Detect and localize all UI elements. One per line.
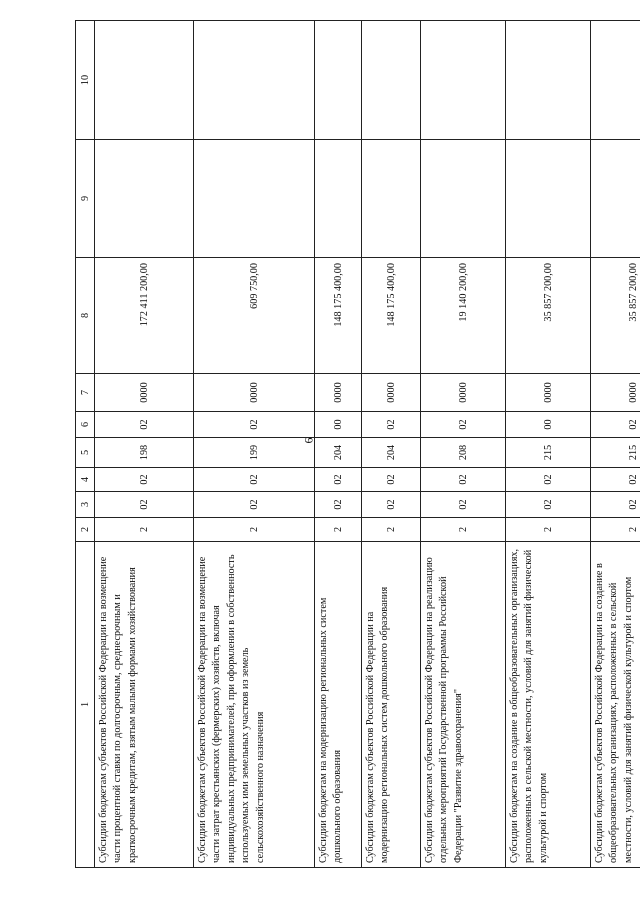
table-row [315,21,362,868]
row-name: Субсидии бюджетам субъектов Российской Федерации на создание в общеобразовательных организациях, расположенных в сельской местности, условий для занятий физической культурой и спортом [591,542,640,868]
cell-col-7: 0000 [506,374,591,412]
cell-amount: 35 857 200,00 [591,258,640,374]
cell-col-4: 02 [95,468,194,492]
cell-col-4: 02 [315,468,362,492]
cell-amount: 19 140 200,00 [421,258,506,374]
cell-col-3: 02 [421,492,506,518]
cell-col-3: 02 [591,492,640,518]
cell-col-2: 2 [506,518,591,542]
cell-col-9 [362,140,421,258]
cell-col-3: 02 [315,492,362,518]
cell-col-3: 02 [362,492,421,518]
row-name: Субсидии бюджетам субъектов Российской Федерации на реализацию отдельных мероприятий Государственной программы Российской Федерации "Развитие здравоохранения" [421,542,506,868]
header-col-10: 10 [76,21,95,140]
header-col-4: 4 [76,468,95,492]
cell-col-2: 2 [194,518,315,542]
cell-col-10 [315,21,362,140]
cell-col-4: 02 [591,468,640,492]
cell-col-5: 204 [362,438,421,468]
row-name: Субсидии бюджетам субъектов Российской Федерации на возмещение части процентной ставки по долгосрочным, среднесрочным и краткосрочным кредитам, взятым малыми формами хозяйствования [95,542,194,868]
header-col-2: 2 [76,518,95,542]
cell-col-7: 0000 [421,374,506,412]
cell-col-2: 2 [421,518,506,542]
header-col-5: 5 [76,438,95,468]
cell-col-3: 02 [506,492,591,518]
cell-amount: 609 750,00 [194,258,315,374]
cell-col-4: 02 [421,468,506,492]
cell-col-2: 2 [362,518,421,542]
cell-col-3: 02 [194,492,315,518]
cell-amount: 35 857 200,00 [506,258,591,374]
cell-col-9 [506,140,591,258]
cell-col-4: 02 [194,468,315,492]
row-name: Субсидии бюджетам субъектов Российской Федерации на модернизацию региональных систем дошкольного образования [362,542,421,868]
cell-amount: 172 411 200,00 [95,258,194,374]
header-col-6: 6 [76,412,95,438]
cell-col-6: 02 [95,412,194,438]
cell-col-9 [421,140,506,258]
cell-col-5: 204 [315,438,362,468]
cell-col-3: 02 [95,492,194,518]
header-col-8: 8 [76,258,95,374]
header-row [76,21,95,868]
cell-col-6: 02 [421,412,506,438]
table-row [194,21,315,868]
cell-col-2: 2 [95,518,194,542]
cell-col-2: 2 [315,518,362,542]
cell-col-5: 208 [421,438,506,468]
row-name: Субсидии бюджетам на модернизацию региональных систем дошкольного образования [315,542,362,868]
cell-col-5: 198 [95,438,194,468]
cell-col-5: 199 [194,438,315,468]
page-number: 6 [301,437,316,444]
cell-col-6: 02 [362,412,421,438]
cell-col-7: 0000 [591,374,640,412]
cell-col-10 [591,21,640,140]
cell-col-6: 02 [194,412,315,438]
header-col-1: 1 [76,542,95,868]
header-col-7: 7 [76,374,95,412]
table-row [591,21,640,868]
table-row [95,21,194,868]
cell-col-10 [506,21,591,140]
cell-col-9 [591,140,640,258]
cell-col-7: 0000 [315,374,362,412]
cell-amount: 148 175 400,00 [315,258,362,374]
row-name: Субсидии бюджетам на создание в общеобразовательных организациях, расположенных в сельской местности, условий для занятий физической культурой и спортом [506,542,591,868]
cell-col-7: 0000 [362,374,421,412]
header-col-9: 9 [76,140,95,258]
table-row [421,21,506,868]
budget-table [75,20,640,868]
cell-col-5: 215 [506,438,591,468]
cell-col-10 [421,21,506,140]
table-row [506,21,591,868]
cell-col-6: 02 [591,412,640,438]
table-row [362,21,421,868]
cell-col-10 [194,21,315,140]
cell-col-10 [362,21,421,140]
cell-col-6: 00 [315,412,362,438]
cell-col-4: 02 [362,468,421,492]
cell-col-4: 02 [506,468,591,492]
cell-col-2: 2 [591,518,640,542]
cell-col-9 [315,140,362,258]
cell-col-7: 0000 [194,374,315,412]
rotated-table-container [75,21,639,868]
row-name: Субсидии бюджетам субъектов Российской Федерации на возмещение части затрат крестьянских (фермерских) хозяйств, включая индивидуальных предпринимателей, при оформлении в собственность используемых ими земельных участков из земель сельскохозяйственного назначения [194,542,315,868]
cell-col-9 [194,140,315,258]
cell-col-10 [95,21,194,140]
cell-col-9 [95,140,194,258]
header-col-3: 3 [76,492,95,518]
cell-amount: 148 175 400,00 [362,258,421,374]
cell-col-5: 215 [591,438,640,468]
cell-col-6: 00 [506,412,591,438]
cell-col-7: 0000 [95,374,194,412]
